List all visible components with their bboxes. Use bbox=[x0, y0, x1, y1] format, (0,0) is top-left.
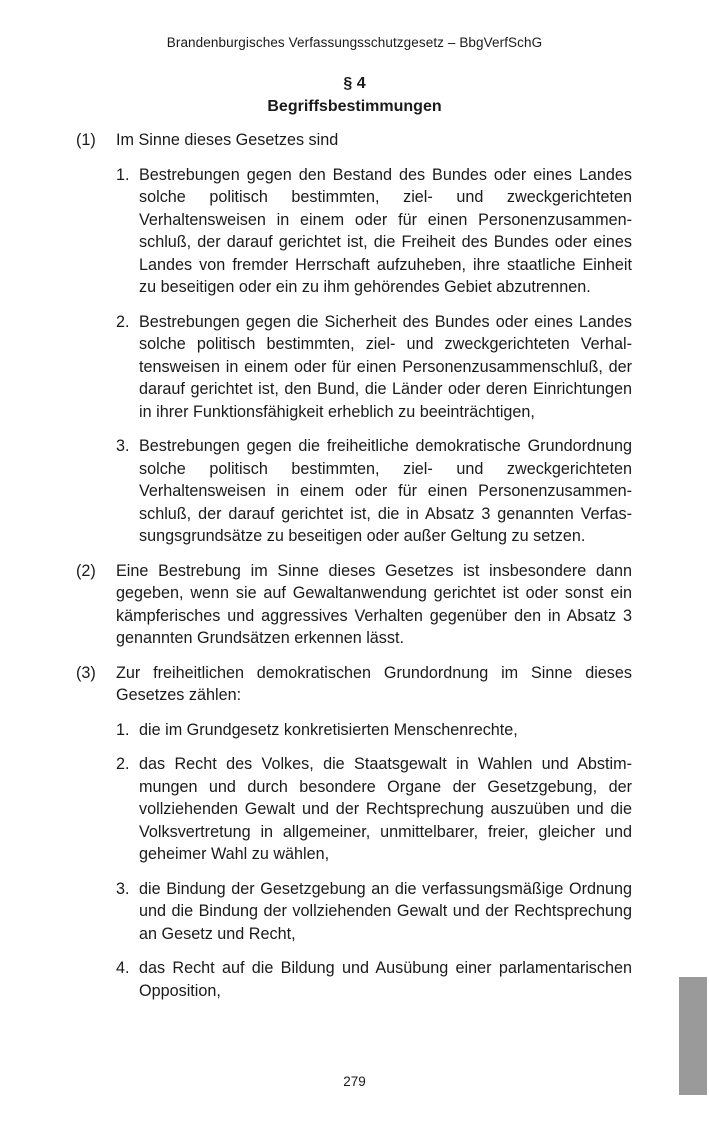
thumb-index-tab bbox=[679, 977, 707, 1095]
paragraph-3 bbox=[76, 662, 632, 1003]
page-number: 279 bbox=[343, 1074, 366, 1089]
section-heading bbox=[0, 72, 709, 118]
item-number: 4. bbox=[116, 959, 130, 977]
list-item bbox=[116, 435, 632, 548]
item-text: das Recht auf die Bildung und Ausübung einer parlamentarischen Opposition, bbox=[139, 959, 632, 1000]
item-number: 1. bbox=[116, 165, 130, 184]
paragraph-number: (1) bbox=[76, 131, 96, 149]
list-item bbox=[116, 164, 632, 299]
item-text: Bestrebungen gegen die freiheitliche demokratische Grundordnung solche politisch bestimmten, ziel- und zweckgerichteten Verhaltensweisen in einem oder für einen Personenzusammenschluß, der darauf gerichtet ist, die in Absatz 3 genannten Verfassungsgrundsätze zu beseitigen oder außer Geltung zu setzen. bbox=[139, 437, 632, 545]
item-list bbox=[116, 164, 632, 548]
paragraph-text: Im Sinne dieses Gesetzes sind bbox=[116, 131, 339, 149]
section-body bbox=[76, 129, 632, 1014]
section-number: § 4 bbox=[343, 75, 366, 92]
list-item bbox=[116, 311, 632, 424]
item-number: 2. bbox=[116, 755, 130, 773]
section-title: Begriffsbestimmungen bbox=[267, 98, 442, 115]
list-item bbox=[116, 753, 632, 866]
item-number: 2. bbox=[116, 312, 130, 331]
list-item bbox=[116, 878, 632, 946]
list-item bbox=[116, 957, 632, 1002]
paragraph-number: (2) bbox=[76, 561, 96, 580]
item-text: die im Grundgesetz konkretisierten Menschenrechte, bbox=[139, 720, 518, 739]
paragraph-2 bbox=[76, 560, 632, 650]
item-text: Bestrebungen gegen den Bestand des Bundes oder eines Landes solche politisch bestimmten, ziel- und zweckgerichteten Verhaltensweisen in einem oder für einen Personenzusammenschluß, der darauf gerichtet ist, die Freiheit des Bundes oder eines Landes von fremder Herrschaft aufzuheben, ihre staatliche Einheit zu beseitigen oder ein zu ihm gehörendes Gebiet abzutrennen. bbox=[139, 165, 632, 296]
item-number: 3. bbox=[116, 879, 130, 898]
item-text: das Recht des Volkes, die Staatsgewalt in Wahlen und Abstimmungen und durch besondere Organe der Gesetzgebung, der vollziehenden Gewalt und der Rechtsprechung auszuüben und die Volksvertretung in allgemeiner, unmittelbarer, freier, gleicher und geheimer Wahl zu wählen, bbox=[139, 755, 632, 863]
list-item bbox=[116, 719, 632, 742]
running-head: Brandenburgisches Verfassungsschutzgesetz – BbgVerfSchG bbox=[166, 35, 543, 50]
item-text: die Bindung der Gesetzgebung an die verfassungsmäßige Ordnung und die Bindung der vollziehenden Gewalt und der Rechtsprechung an Gesetz und Recht, bbox=[139, 879, 632, 943]
paragraph-text: Zur freiheitlichen demokratischen Grundordnung im Sinne dieses Gesetzes zählen: bbox=[116, 663, 632, 704]
paragraph-number: (3) bbox=[76, 663, 96, 682]
paragraph-text: Eine Bestrebung im Sinne dieses Gesetzes ist insbesondere dann gegeben, wenn sie auf Gewaltanwendung gerichtet ist oder sonst ein kämpferisches und aggressives Verhalten gegenüber den in Absatz 3 genannten Grundsätzen erkennen lässt. bbox=[116, 561, 632, 647]
item-text: Bestrebungen gegen die Sicherheit des Bundes oder eines Landes solche politisch bestimmten, ziel- und zweckgerichteten Verhaltensweisen in einem oder für einen Personenzusammenschluß, der darauf gerichtet ist, den Bund, die Länder oder deren Einrichtungen in ihrer Funktionsfähigkeit erheblich zu beeinträchtigen, bbox=[139, 312, 632, 421]
item-list bbox=[116, 719, 632, 1003]
item-number: 1. bbox=[116, 720, 130, 739]
item-number: 3. bbox=[116, 437, 130, 455]
paragraph-1 bbox=[76, 129, 632, 548]
